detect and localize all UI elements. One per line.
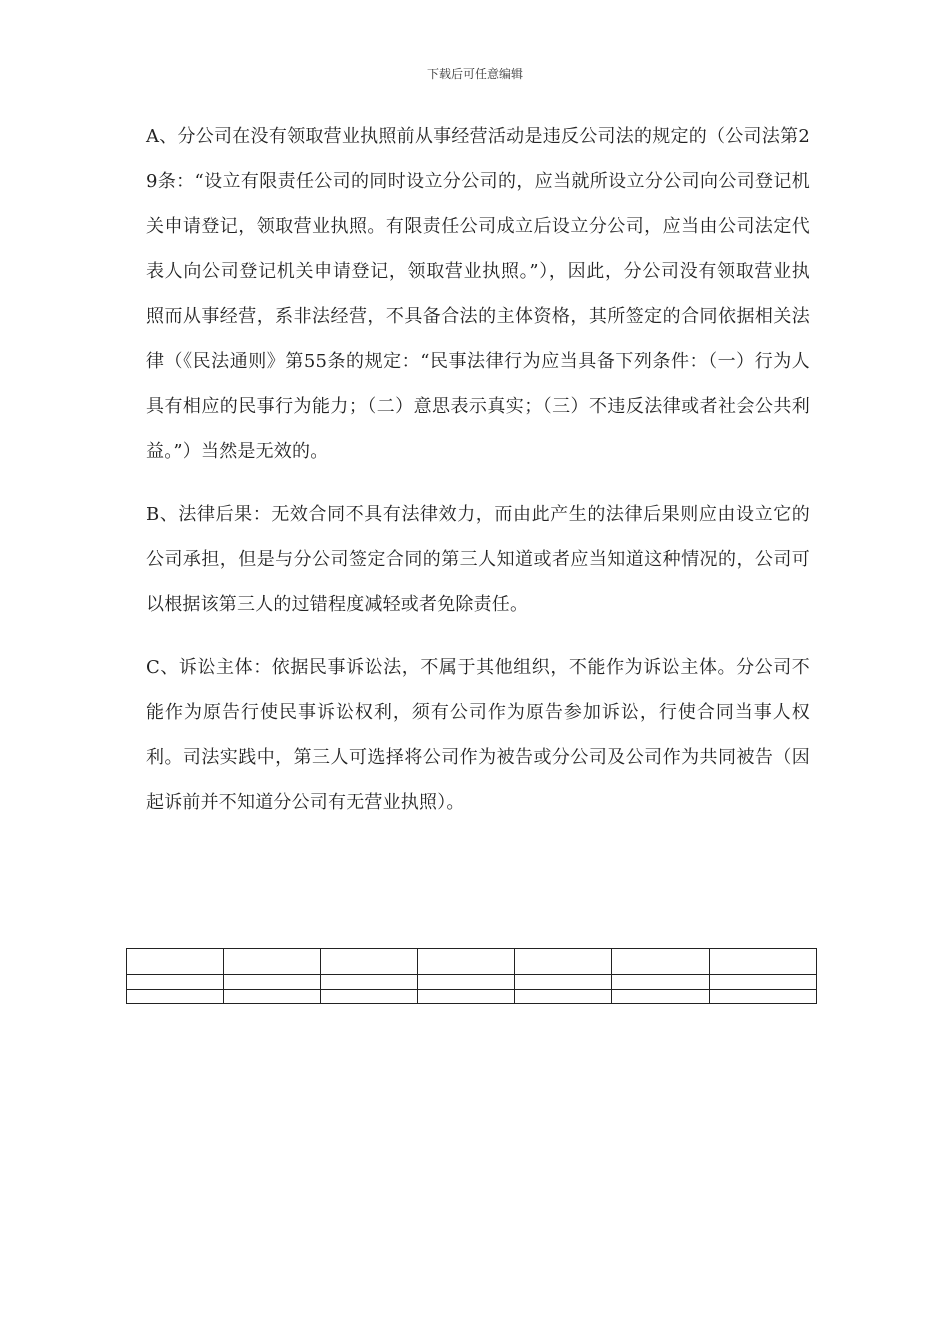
- table-cell: [224, 975, 321, 990]
- table-cell: [321, 990, 418, 1004]
- table-cell: [515, 990, 612, 1004]
- table-row: [127, 975, 817, 990]
- table-cell: [515, 949, 612, 975]
- table-cell: [418, 949, 515, 975]
- table-cell: [418, 975, 515, 990]
- table-cell: [321, 949, 418, 975]
- table-cell: [127, 975, 224, 990]
- table-cell: [418, 990, 515, 1004]
- table-cell: [710, 949, 817, 975]
- table-cell: [127, 949, 224, 975]
- page-header: 下载后可任意编辑: [426, 67, 523, 81]
- paragraph-a: A、分公司在没有领取营业执照前从事经营活动是违反公司法的规定的（公司法第29条：“设立有限责任公司的同时设立分公司的，应当就所设立分公司向公司登记机关申请登记，领取营业执照。有限责任公司成立后设立分公司，应当由公司法定代表人向公司登记机关申请登记，领取营业执照。”），因此，分公司没有领取营业执照而从事经营，系非法经营，不具备合法的主体资格，其所签定的合同依据相关法律（《民法通则》第55条的规定：“民事法律行为应当具备下列条件：（一）行为人具有相应的民事行为能力；（二）意思表示真实；（三）不违反法律或者社会公共利益。”）当然是无效的。: [146, 126, 810, 462]
- table-row: [127, 990, 817, 1004]
- table-cell: [321, 975, 418, 990]
- table-cell: [127, 990, 224, 1004]
- table-cell: [515, 975, 612, 990]
- table-cell: [710, 975, 817, 990]
- table-row: [127, 949, 817, 975]
- table-cell: [224, 949, 321, 975]
- paragraph-c: C、诉讼主体：依据民事诉讼法，不属于其他组织，不能作为诉讼主体。分公司不能作为原告行使民事诉讼权利，须有公司作为原告参加诉讼，行使合同当事人权利。司法实践中，第三人可选择将公司作为被告或分公司及公司作为共同被告（因起诉前并不知道分公司有无营业执照）。: [146, 657, 810, 813]
- table-cell: [224, 990, 321, 1004]
- table-cell: [612, 990, 710, 1004]
- table-cell: [710, 990, 817, 1004]
- paragraph-b: B、法律后果：无效合同不具有法律效力，而由此产生的法律后果则应由设立它的公司承担，但是与分公司签定合同的第三人知道或者应当知道这种情况的，公司可以根据该第三人的过错程度减轻或者免除责任。: [146, 504, 810, 615]
- document-body: [146, 114, 810, 843]
- table-cell: [612, 949, 710, 975]
- empty-table: [126, 948, 817, 1004]
- table-cell: [612, 975, 710, 990]
